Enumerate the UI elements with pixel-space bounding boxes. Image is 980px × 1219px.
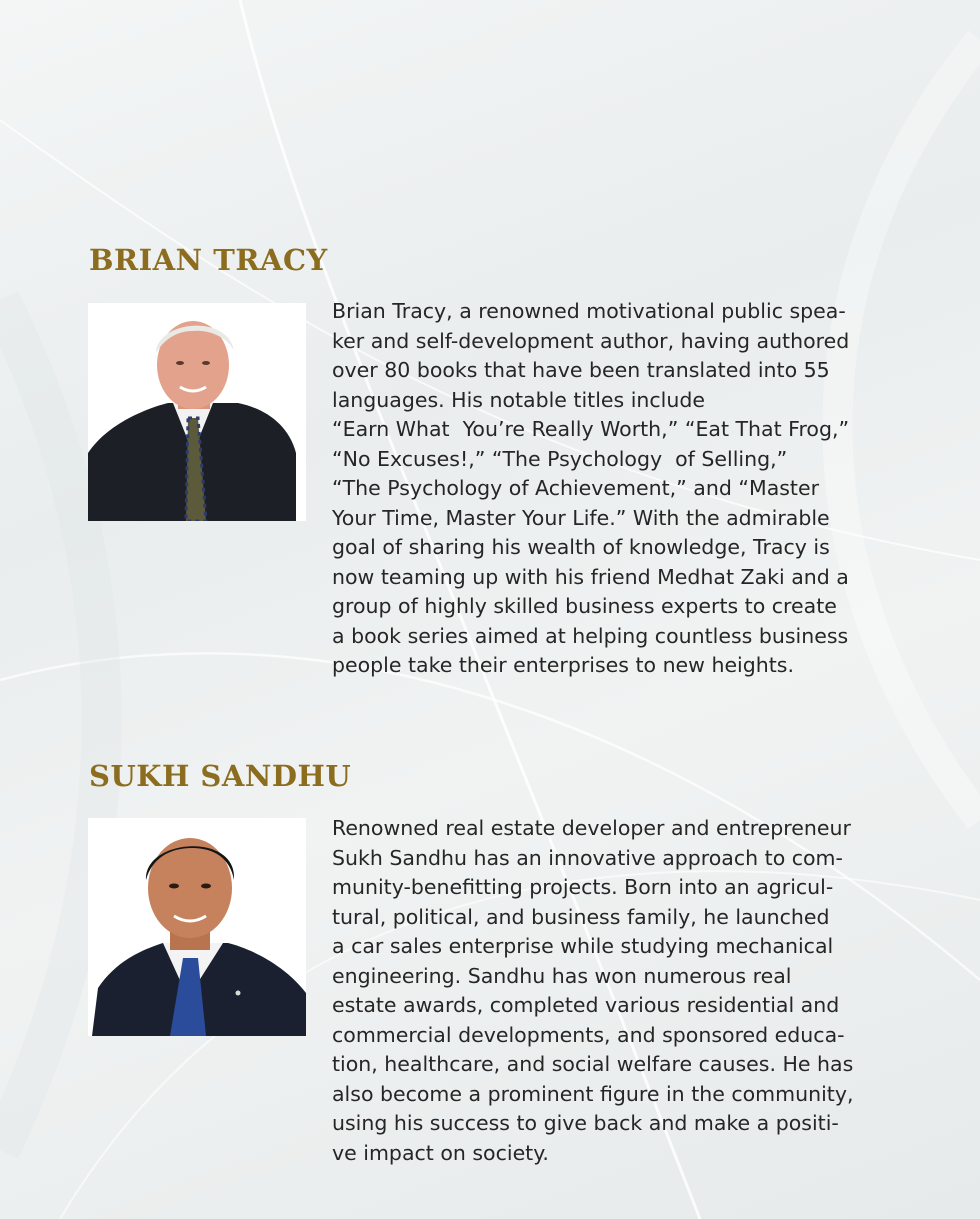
profile-name-heading: BRIAN TRACY (89, 243, 328, 277)
profile-bio (332, 297, 912, 681)
bio-line: people take their enterprises to new heights. (332, 653, 794, 677)
bio-line: languages. His notable titles include (332, 387, 705, 412)
bio-line: a book series aimed at helping countless business (332, 623, 849, 648)
portrait-photo-brian-tracy (88, 303, 306, 521)
profile-name-heading: SUKH SANDHU (89, 759, 352, 793)
portrait-photo-icon (88, 303, 306, 521)
bio-line: Renowned real estate developer and entrepreneur (332, 816, 851, 840)
bio-line: engineering. Sandhu has won numerous real (332, 963, 792, 988)
bio-line: Sukh Sandhu has an innovative approach to com- (332, 845, 843, 870)
bio-line: a car sales enterprise while studying mechanical (332, 934, 834, 958)
bio-line: using his success to give back and make a positi- (332, 1111, 839, 1135)
bio-line: ve impact on society. (332, 1140, 549, 1165)
bio-line: also become a prominent figure in the community, (332, 1081, 854, 1106)
bio-line: “Earn What You’re Really Worth,” “Eat That Frog,” (332, 417, 850, 441)
bio-line: “No Excuses!,” “The Psychology of Selling,” (332, 446, 788, 471)
bio-line: munity-benefitting projects. Born into an agricul- (332, 875, 834, 899)
portrait-photo-icon (88, 818, 306, 1036)
bio-line: tion, healthcare, and social welfare causes. He has (332, 1052, 854, 1076)
bio-line: Your Time, Master Your Life.” With the admirable (332, 505, 830, 530)
bio-line: over 80 books that have been translated into 55 (332, 358, 830, 382)
portrait-photo-sukh-sandhu (88, 818, 306, 1036)
bio-line: Brian Tracy, a renowned motivational public spea- (332, 299, 846, 323)
bio-line: ker and self-development author, having authored (332, 328, 850, 353)
bio-line: group of highly skilled business experts to create (332, 594, 837, 618)
bio-line: now teaming up with his friend Medhat Zaki and a (332, 564, 849, 589)
bio-line: estate awards, completed various residential and (332, 993, 840, 1017)
bio-line: commercial developments, and sponsored educa- (332, 1022, 845, 1047)
bio-line: “The Psychology of Achievement,” and “Master (332, 476, 820, 500)
bio-line: tural, political, and business family, he launched (332, 904, 830, 929)
bio-line: goal of sharing his wealth of knowledge, Tracy is (332, 535, 830, 559)
profile-bio (332, 814, 912, 1168)
